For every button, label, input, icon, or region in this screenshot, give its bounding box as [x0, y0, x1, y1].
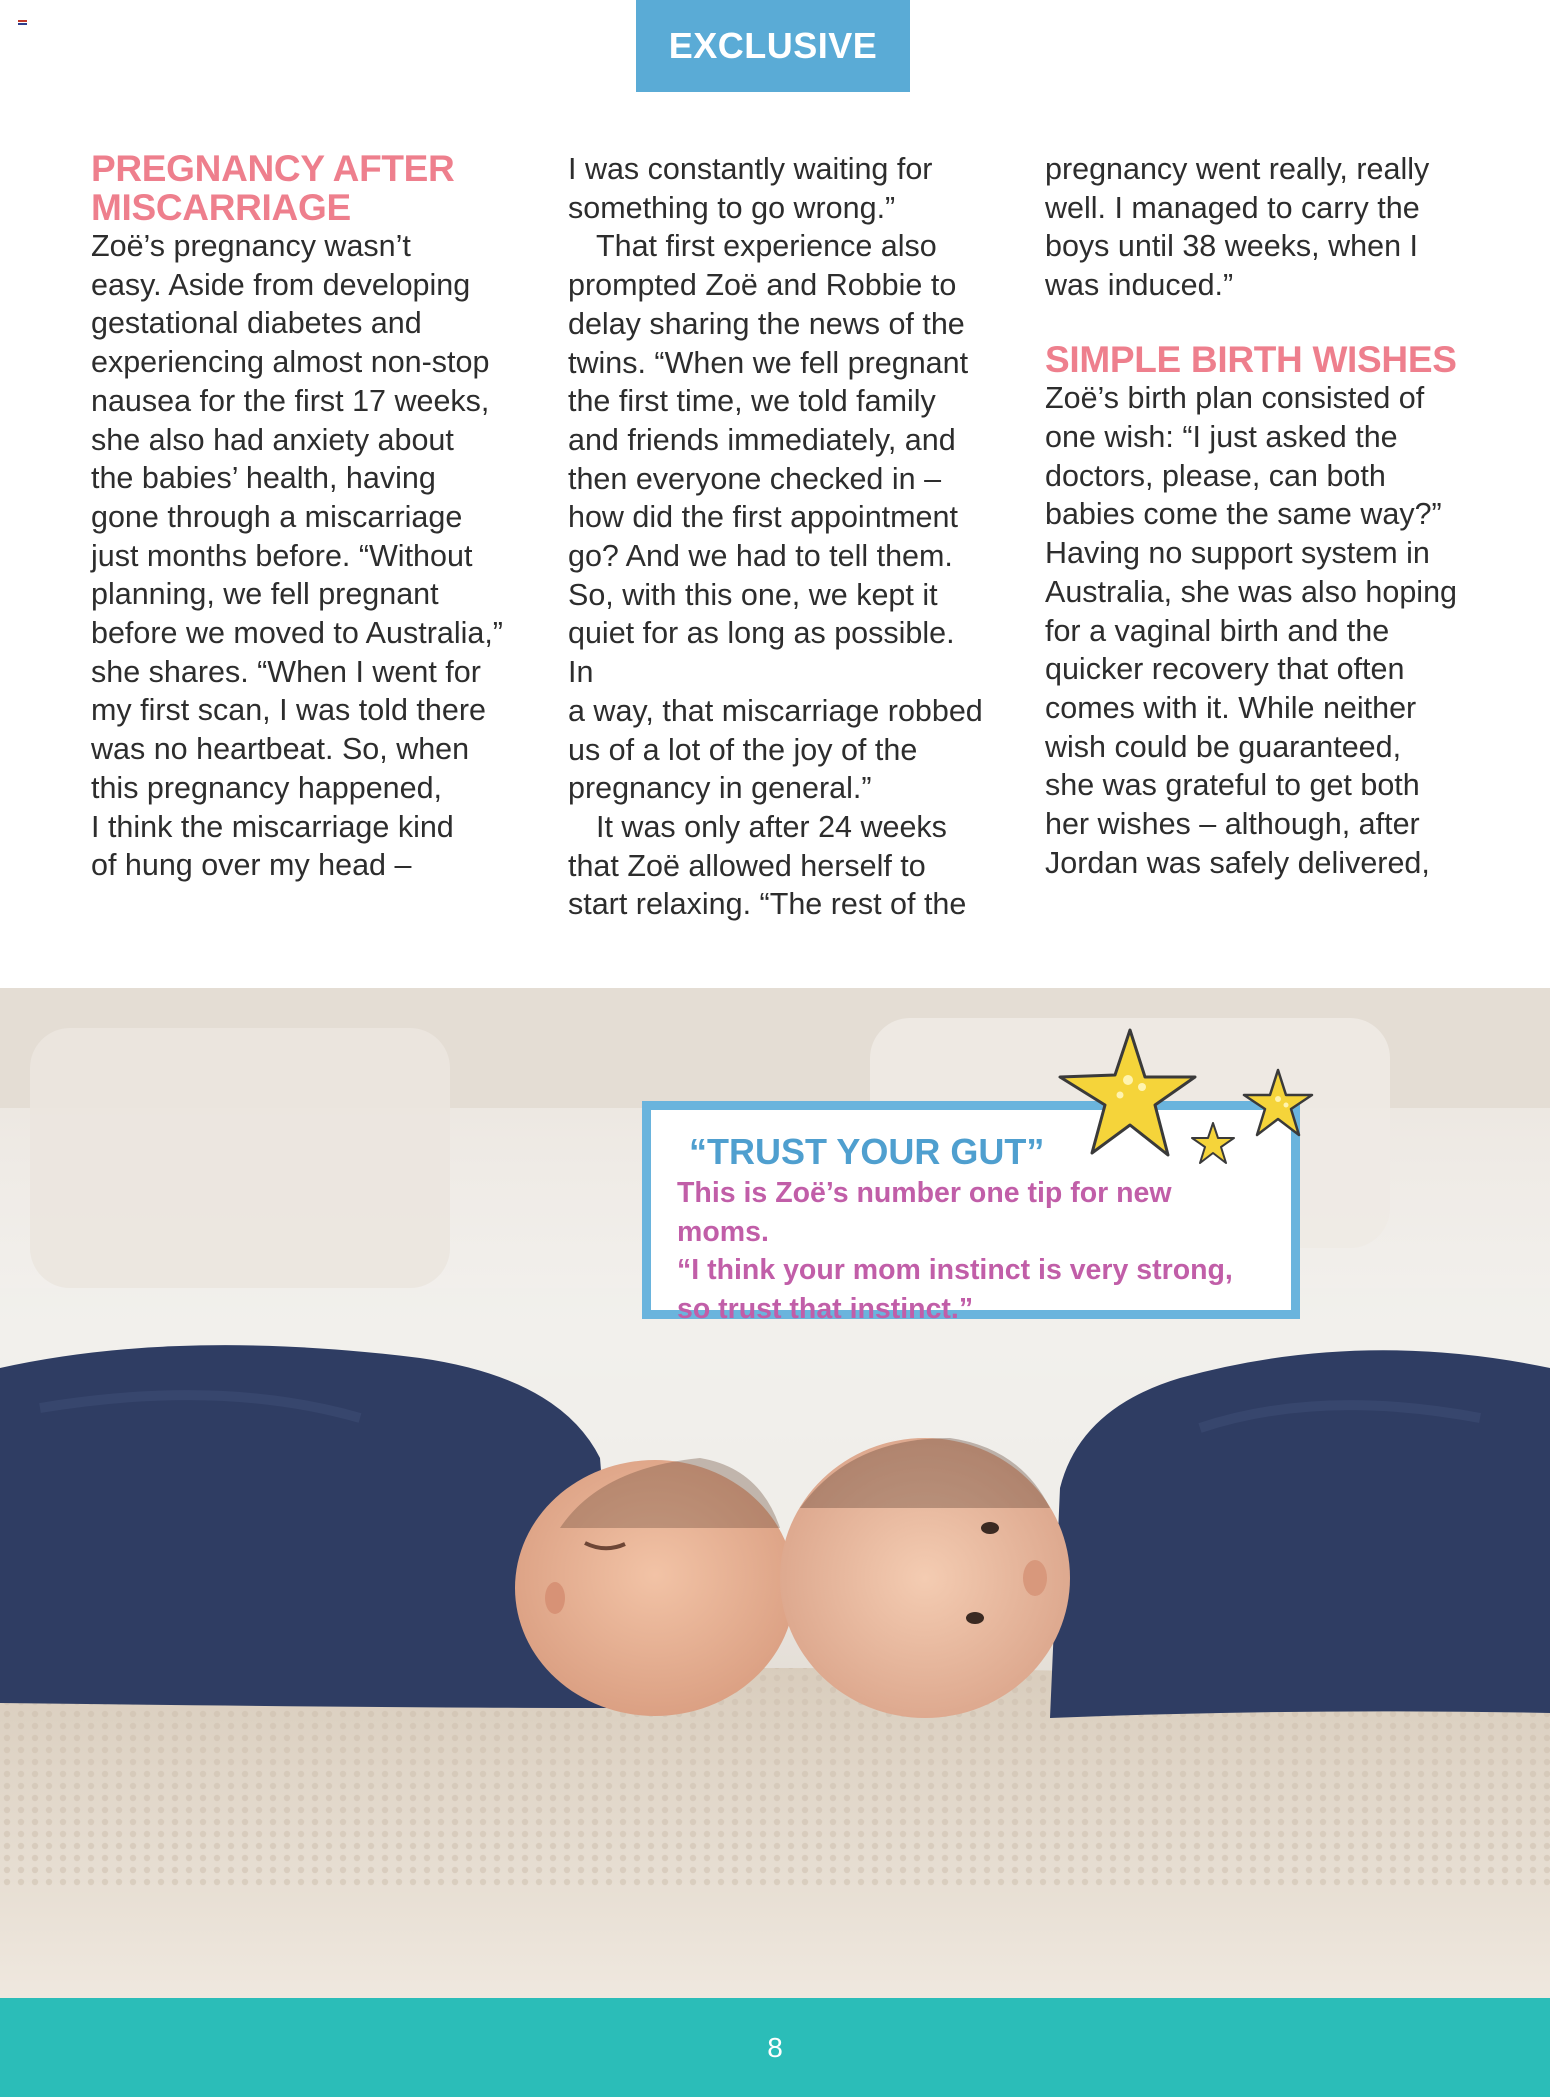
callout-title: “TRUST YOUR GUT”: [689, 1131, 1045, 1172]
section-heading-pregnancy-after-miscarriage: [91, 150, 511, 227]
body-line: the babies’ health, having: [91, 461, 436, 496]
page-number: 8: [767, 2031, 783, 2063]
body-line: planning, we fell pregnant: [91, 577, 439, 612]
body-line: I think the miscarriage kind: [91, 809, 454, 844]
paragraph: That first experience also prompted Zoë and Robbie to delay sharing the news of the twins. “When we fell pregnant the first time, we told family and friends immediately, and then everyone checked in – how did the first appointment go? And we had to tell them. So, with this one, we kept it quiet for as long as possible. In a way, that miscarriage robbed us of a lot of the joy of the pregnancy in general.”: [568, 229, 983, 806]
body-line: nausea for the first 17 weeks,: [91, 383, 490, 418]
body-line: of hung over my head –: [91, 848, 412, 883]
body-line: before we moved to Australia,”: [91, 616, 503, 651]
heading-text: PREGNANCY AFTER MISCARRIAGE: [91, 148, 455, 228]
stars-decoration: [1050, 1025, 1330, 1175]
paragraph: It was only after 24 weeks that Zoë allowed herself to start relaxing. “The rest of the: [568, 809, 967, 922]
body-line: just months before. “Without: [91, 538, 473, 573]
body-line: she also had anxiety about: [91, 422, 454, 457]
article-column-1: [91, 150, 511, 885]
body-line: experiencing almost non-stop: [91, 345, 490, 380]
callout-line: “I think your mom instinct is very strong,: [677, 1254, 1233, 1286]
section-heading-simple-birth-wishes: SIMPLE BIRTH WISHES: [1045, 338, 1457, 380]
exclusive-tag: EXCLUSIVE: [636, 0, 910, 92]
column-1-body: [91, 227, 511, 885]
paragraph: pregnancy went really, really well. I managed to carry the boys until 38 weeks, when I was induced.”: [1045, 152, 1430, 303]
body-line: Zoë’s pregnancy wasn’t: [91, 229, 411, 263]
body-line: she shares. “When I went for: [91, 654, 481, 689]
article-column-2: [568, 150, 988, 924]
body-line: easy. Aside from developing: [91, 267, 471, 302]
body-line: was no heartbeat. So, when: [91, 732, 470, 767]
star-icon: [1192, 1123, 1234, 1163]
paragraph: Zoë’s birth plan consisted of one wish: “I just asked the doctors, please, can both babies come the same way?” Having no support system in Australia, she was also hoping for a vaginal birth and the quicker recovery that often comes with it. While neither wish could be guaranteed, she was grateful to get both her wishes – although, after Jordan was safely delivered,: [1045, 381, 1457, 880]
body-line: gone through a miscarriage: [91, 499, 463, 534]
callout-line: so trust that instinct.”: [677, 1292, 974, 1325]
paragraph: I was constantly waiting for something to go wrong.”: [568, 152, 933, 225]
body-line: gestational diabetes and: [91, 306, 422, 341]
body-line: my first scan, I was told there: [91, 693, 486, 728]
star-icon: [1060, 1030, 1195, 1155]
article-column-3: [1045, 150, 1465, 882]
callout-line: This is Zoë’s number one tip for new moms.: [677, 1177, 1172, 1248]
star-icon: [1244, 1070, 1312, 1135]
flag-icon: [18, 20, 27, 26]
body-line: this pregnancy happened,: [91, 770, 443, 805]
callout-body: [677, 1174, 1265, 1328]
page-footer: [0, 1998, 1550, 2097]
